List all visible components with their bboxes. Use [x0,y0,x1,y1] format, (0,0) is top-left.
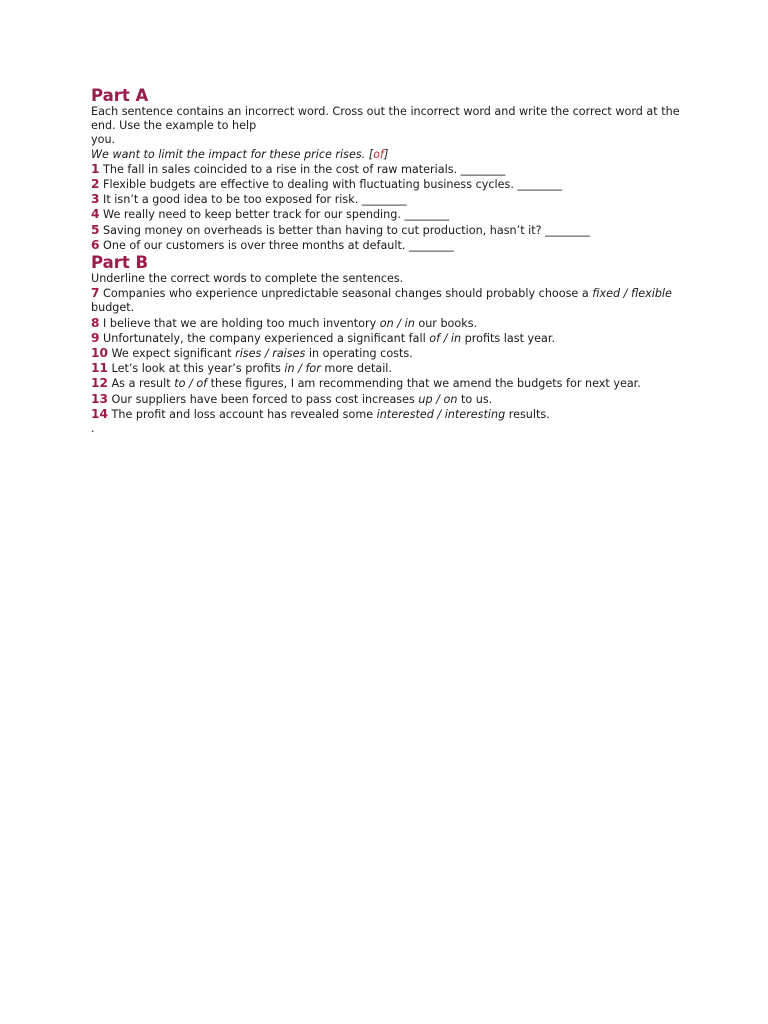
list-item [91,207,681,222]
item-number: 12 [91,376,108,391]
item-text: Let’s look at this year’s profits [111,362,285,376]
example-text: We want to limit the impact for these price rises. [ [91,147,374,161]
item-choice: rises / raises [235,347,306,361]
item-number: 7 [91,286,100,301]
item-text: our books. [414,316,478,330]
item-number: 10 [91,346,108,361]
example-answer: of [373,147,384,161]
list-item [91,376,681,391]
item-text: Companies who experience unpredictable seasonal changes should probably choose a [103,287,593,301]
list-item [91,392,681,407]
part-a-instruction [91,105,681,148]
part-a-instruction-text-2: you. [91,133,116,147]
item-number: 14 [91,406,108,421]
item-choice: up / on [418,392,458,406]
item-text: Our suppliers have been forced to pass cost increases [111,392,419,406]
item-text: Unfortunately, the company experienced a significant fall [103,331,430,345]
worksheet [91,86,681,436]
item-number: 5 [91,222,100,237]
item-text: profits last year. [461,331,556,345]
item-text: results. [505,407,550,421]
item-text: The profit and loss account has revealed some [111,407,377,421]
trailing-mark: . [91,422,95,436]
item-number: 13 [91,391,108,406]
item-text: We expect significant [111,347,236,361]
part-b-instruction: Underline the correct words to complete the sentences. [91,272,404,286]
example-close-bracket: ] [383,147,389,161]
list-item [91,286,681,315]
part-a-heading: Part A [91,86,149,105]
item-text: these figures, I am recommending that we amend the budgets for next year. [207,377,641,391]
item-number: 11 [91,361,108,376]
item-number: 4 [91,207,100,222]
list-item [91,177,681,192]
item-choice: of / in [429,331,462,345]
item-number: 1 [91,161,100,176]
item-number: 2 [91,177,100,192]
item-text: I believe that we are holding too much inventory [103,316,380,330]
item-text: budget. [91,301,135,315]
item-text: Flexible budgets are effective to dealing with fluctuating business cycles. ________ [103,178,563,192]
list-item [91,223,681,238]
item-text: The fall in sales coincided to a rise in the cost of raw materials. ________ [103,162,506,176]
item-text: in operating costs. [305,347,413,361]
item-number: 8 [91,315,100,330]
item-number: 3 [91,192,100,207]
list-item [91,192,681,207]
item-number: 6 [91,237,100,252]
item-choice: fixed / flexible [592,287,672,301]
list-item [91,331,681,346]
item-text: more detail. [320,362,392,376]
list-item [91,346,681,361]
list-item [91,361,681,376]
list-item [91,407,681,422]
item-choice: interested / interesting [376,407,506,421]
list-item [91,162,681,177]
list-item [91,238,681,253]
item-number: 9 [91,330,100,345]
item-text: to us. [457,392,493,406]
item-text: It isn’t a good idea to be too exposed for risk. ________ [103,193,407,207]
item-choice: on / in [379,316,415,330]
item-choice: in / for [284,362,321,376]
item-choice: to / of [174,377,208,391]
item-text: Saving money on overheads is better than having to cut production, hasn’t it? ________ [103,223,590,237]
list-item [91,316,681,331]
item-text: We really need to keep better track for our spending. ________ [103,208,450,222]
part-b-heading: Part B [91,253,149,273]
item-text: One of our customers is over three months at default. ________ [103,238,454,252]
part-a-example [91,148,681,162]
item-text: As a result [111,377,175,391]
part-a-instruction-text: Each sentence contains an incorrect word. Cross out the incorrect word and write the correct word at the end. Use the example to help [91,105,680,133]
